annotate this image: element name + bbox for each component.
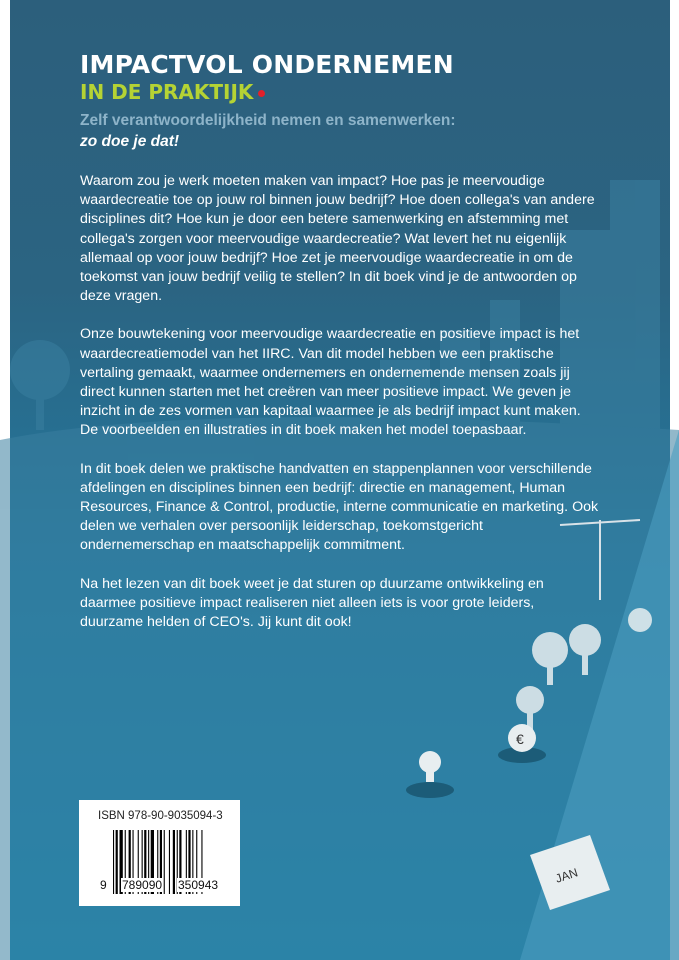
euro-symbol: € xyxy=(516,731,524,747)
barcode-bar xyxy=(116,830,118,894)
barcode-bar xyxy=(169,830,170,894)
blurb-paragraph: In dit boek delen we praktische handvatten en stappenplannen voor verschillende afdelingen en disciplines binnen een bedrijf: directie en management, Human Resources, Finance & Control, productie, interne communicatie en marketing. Ook delen we verhalen over persoonlijk leiderschap, toekomstgericht ondernemerschap en maatschappelijk commitment. xyxy=(80,460,599,554)
book-title: IMPACTVOL ONDERNEMEN xyxy=(80,50,454,79)
isbn-number: ISBN 978-90-9035094-3 xyxy=(98,810,223,822)
title-green-text: IN DE PRAKTIJK xyxy=(80,80,254,104)
blurb-paragraph: Na het lezen van dit boek weet je dat sturen op duurzame ontwikkeling en daarmee positieve impact realiseren niet alleen iets is voor grote leiders, duurzame helden of CEO's. Jij kunt dit ook! xyxy=(80,575,544,631)
barcode-digit-first: 9 xyxy=(100,878,107,892)
book-title-line2 xyxy=(80,80,265,104)
calendar-label: JAN xyxy=(553,865,580,886)
blurb-paragraph: Waarom zou je werk moeten maken van impact? Hoe pas je meervoudige waardecreatie toe op jouw rol binnen jouw bedrijf? Hoe doen collega's van andere disciplines dit? Hoe kun je door een betere samenwerking en afstemming met collega's zorgen voor meervoudige waardecreatie? Wat levert het nu eigenlijk allemaal op voor jouw bedrijf? Hoe zet je meervoudige waardecreatie in om de toekomst van jouw bedrijf veilig te stellen? In dit boek vind je de antwoorden op deze vragen. xyxy=(80,173,595,305)
red-dot-accent xyxy=(258,90,265,97)
barcode-bar xyxy=(113,830,114,894)
barcode-digits-left: 789090 xyxy=(122,878,163,892)
blurb-paragraph: Onze bouwtekening voor meervoudige waardecreatie en positieve impact is het waardecreatiemodel van het IIRC. Van dit model hebben we een praktische vertaling gemaakt, waarmee ondernemers en ondernemende mensen zoals jij direct kunnen starten met het creëren van meer positieve impact. We geven je inzicht in de zes vormen van kapitaal waarmee je als bedrijf impact kunt maken. De voorbeelden en illustraties in dit boek maken het model toepasbaar. xyxy=(80,326,581,439)
barcode-bar xyxy=(164,830,165,894)
isbn-barcode-box xyxy=(79,800,240,906)
subtitle-emphasis: zo doe je dat! xyxy=(80,133,180,150)
blurb-text xyxy=(80,172,600,651)
barcode-bar xyxy=(173,830,175,894)
subtitle: Zelf verantwoordelijkheid nemen en samenwerken: xyxy=(80,112,456,129)
barcode-digits-right: 350943 xyxy=(178,878,219,892)
